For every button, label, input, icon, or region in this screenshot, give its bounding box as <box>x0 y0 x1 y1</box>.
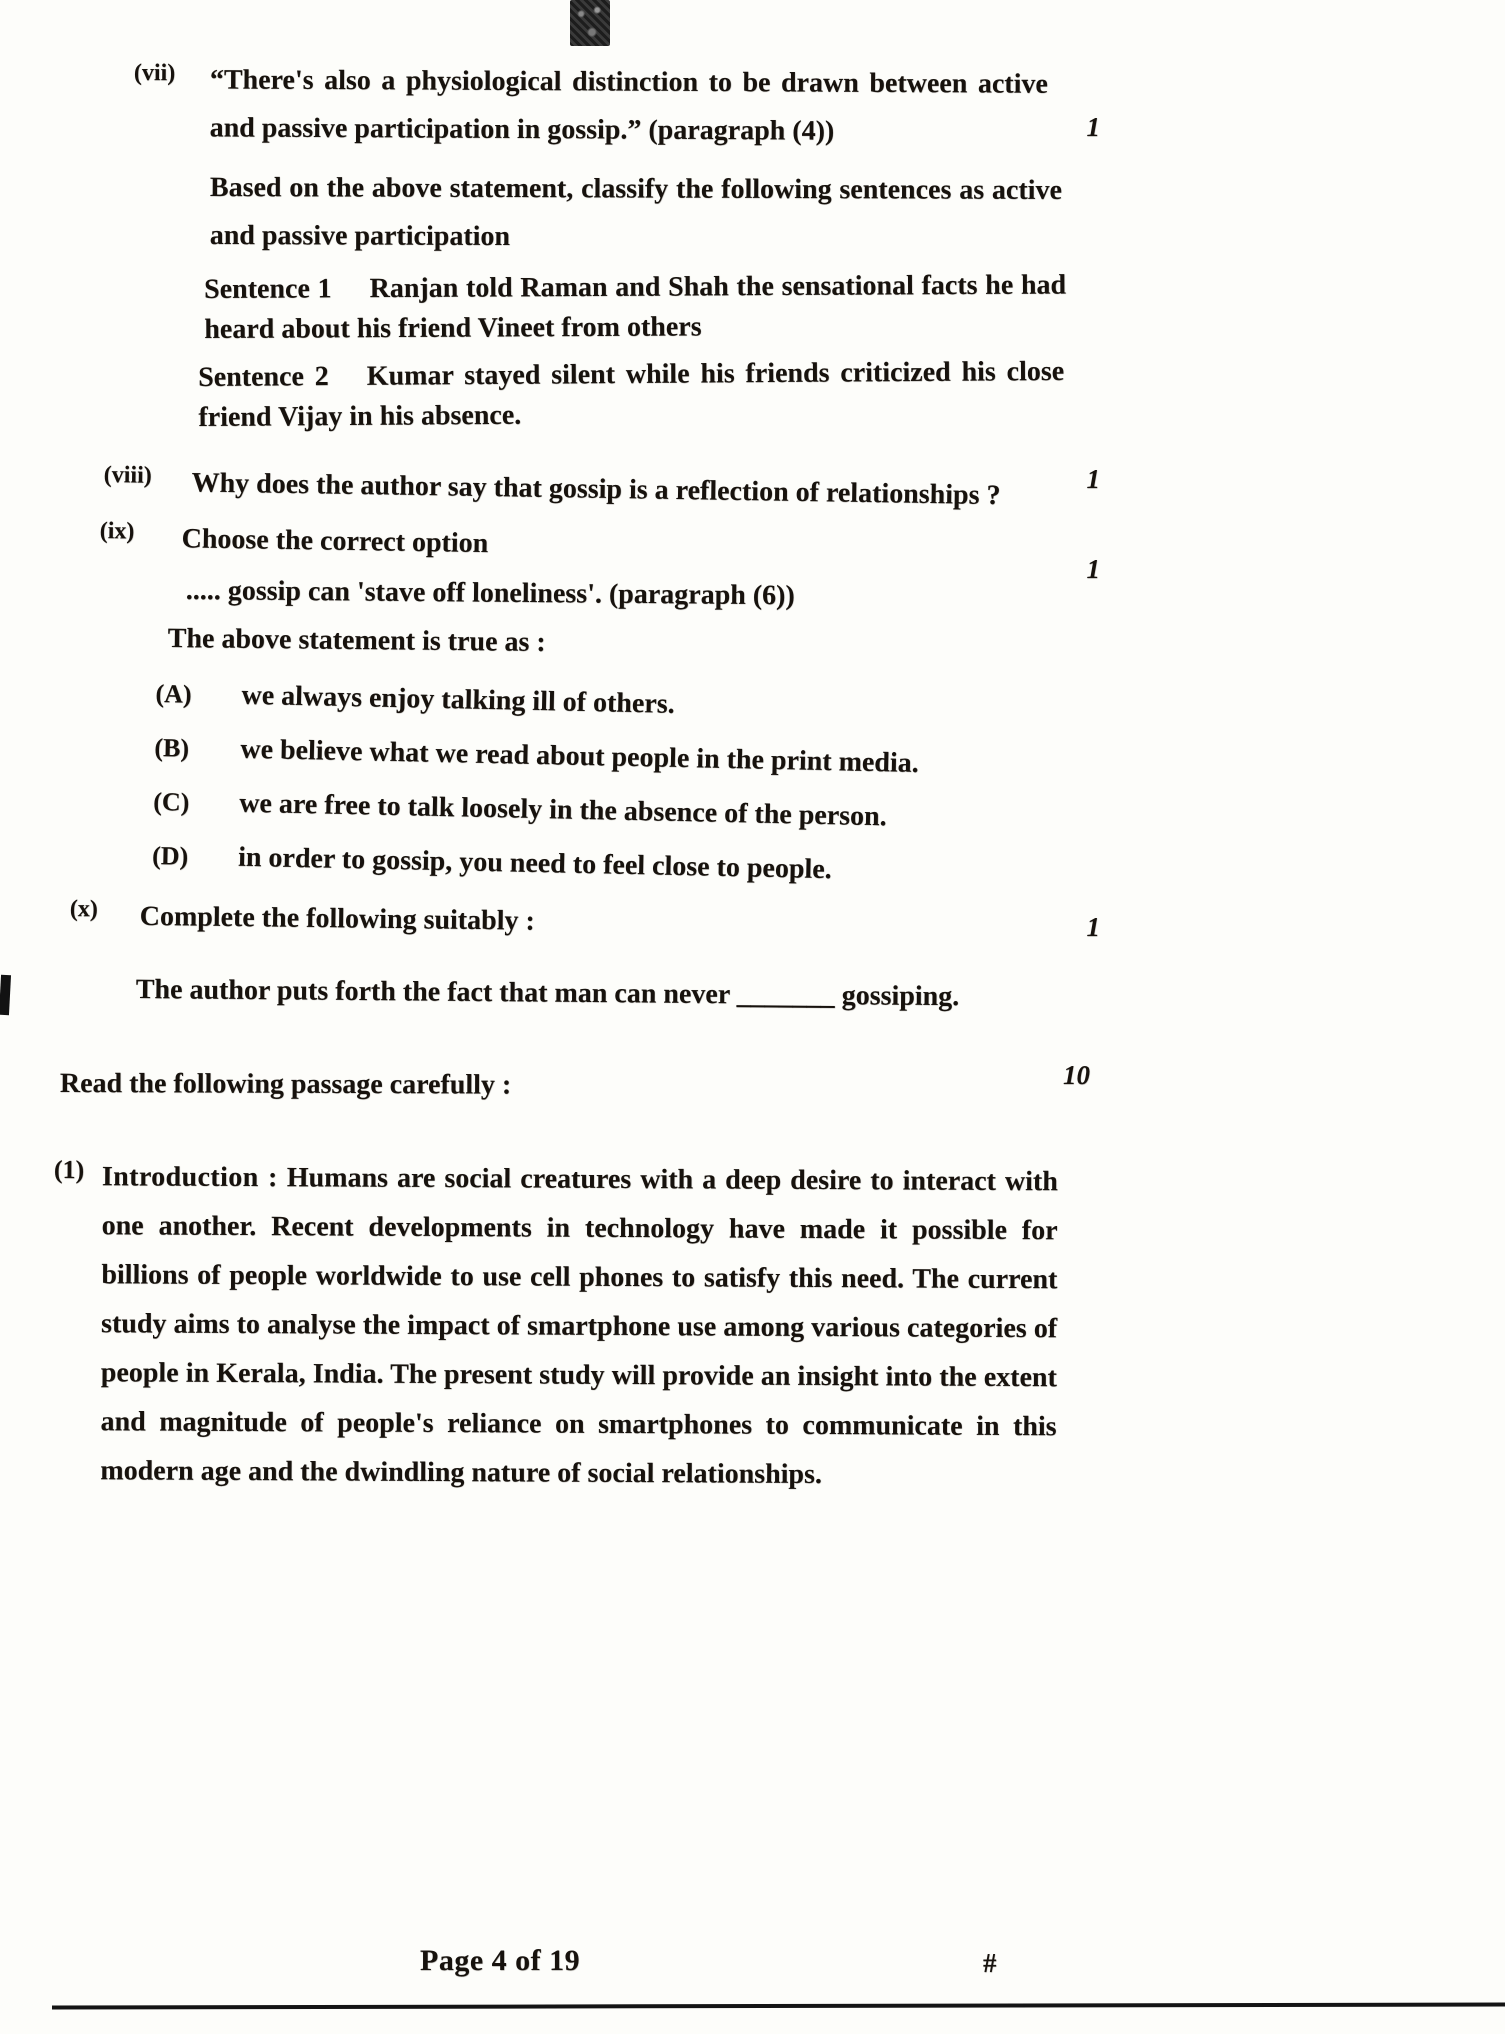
passage-paragraph-number: (1) <box>53 1155 85 1185</box>
question-vii-stem: “There's also a physiological distinction to be drawn between active and passive participation in gossip.” (paragraph (4)) <box>209 64 1048 147</box>
option-a <box>155 672 1112 736</box>
question-vii-instruction: Based on the above statement, classify the following sentences as active and passive participation <box>209 171 1062 253</box>
question-ix-quote: ..... gossip can 'stave off loneliness'. (paragraph (6)) <box>185 574 795 612</box>
question-ix-number: (ix) <box>99 517 135 545</box>
question-x-stem: Complete the following suitably : <box>139 900 535 937</box>
section-instruction: Read the following passage carefully : <box>59 1068 512 1101</box>
question-x-number: (x) <box>69 895 98 923</box>
option-d-label: (D) <box>151 840 189 871</box>
sentence-1-label: Sentence 1 <box>204 273 332 305</box>
marks-viii: 1 <box>1086 464 1100 494</box>
sentence-1-text: Ranjan told Raman and Shah the sensational facts he had heard about his friend Vineet from others <box>204 269 1067 345</box>
question-vii-sentence-2 <box>198 352 1065 438</box>
option-a-label: (A) <box>155 678 192 709</box>
ink-stamp-icon <box>570 0 610 46</box>
option-b <box>154 726 1111 790</box>
option-c-label: (C) <box>152 786 190 817</box>
passage-heading: Introduction : <box>101 1161 278 1194</box>
question-ix-options <box>152 672 1112 898</box>
option-c-text: we are free to talk loosely in the absence of the person. <box>238 787 887 833</box>
question-ix <box>99 514 1112 886</box>
option-d-text: in order to gossip, you need to feel close to people. <box>237 841 833 886</box>
option-a-text: we always enjoy talking ill of others. <box>241 679 675 720</box>
question-x <box>69 892 1112 1014</box>
question-viii-number: (viii) <box>103 461 152 489</box>
question-ix-lead: The above statement is true as : <box>167 622 546 658</box>
footer-hash-mark: # <box>983 1948 997 1978</box>
marks-section: 10 <box>1063 1060 1090 1090</box>
question-x-head <box>69 892 1112 953</box>
passage-row <box>52 1152 1058 1500</box>
sentence-2-text: Kumar stayed silent while his friends criticized his close friend Vijay in his absence. <box>198 355 1065 433</box>
marks-ix: 1 <box>1086 554 1100 584</box>
passage-body: Humans are social creatures with a deep desire to interact with one another. Recent developments in technology have made it possible for billions of people worldwide to use cell phones to satisfy this need. The current study aims to analyse the impact of smartphone use among various categories of people in Kerala, India. The present study will provide an insight into the extent and magnitude of people's reliance on smartphones to communicate in this modern age and the dwindling nature of social relationships. <box>100 1162 1058 1491</box>
question-vii <box>120 56 1112 438</box>
page-number-label: Page 4 of 19 <box>420 1944 581 1977</box>
page-content <box>53 56 1112 1495</box>
passage-text <box>100 1152 1058 1500</box>
question-ix-stem: Choose the correct option <box>181 523 489 560</box>
question-vii-head <box>133 56 1111 157</box>
option-b-label: (B) <box>154 732 190 763</box>
question-viii <box>103 458 1112 512</box>
marks-x: 1 <box>1086 912 1100 942</box>
scan-artifact <box>0 975 11 1015</box>
bottom-rule <box>52 2002 1505 2009</box>
question-x-body: The author puts forth the fact that man can never _______ gossiping. <box>135 973 960 1013</box>
question-viii-head <box>103 458 1112 522</box>
option-d <box>152 834 1109 898</box>
question-vii-sentence-1 <box>204 265 1066 350</box>
sentence-2-label: Sentence 2 <box>198 361 329 393</box>
section-instruction-row <box>59 1060 1112 1108</box>
question-viii-stem: Why does the author say that gossip is a reflection of relationships ? <box>191 467 1001 512</box>
option-b-text: we believe what we read about people in the print media. <box>240 733 920 779</box>
question-vii-number: (vii) <box>133 59 176 87</box>
passage-paragraph-1 <box>53 1152 1112 1495</box>
marks-vii: 1 <box>1086 112 1100 142</box>
option-c <box>153 780 1110 844</box>
